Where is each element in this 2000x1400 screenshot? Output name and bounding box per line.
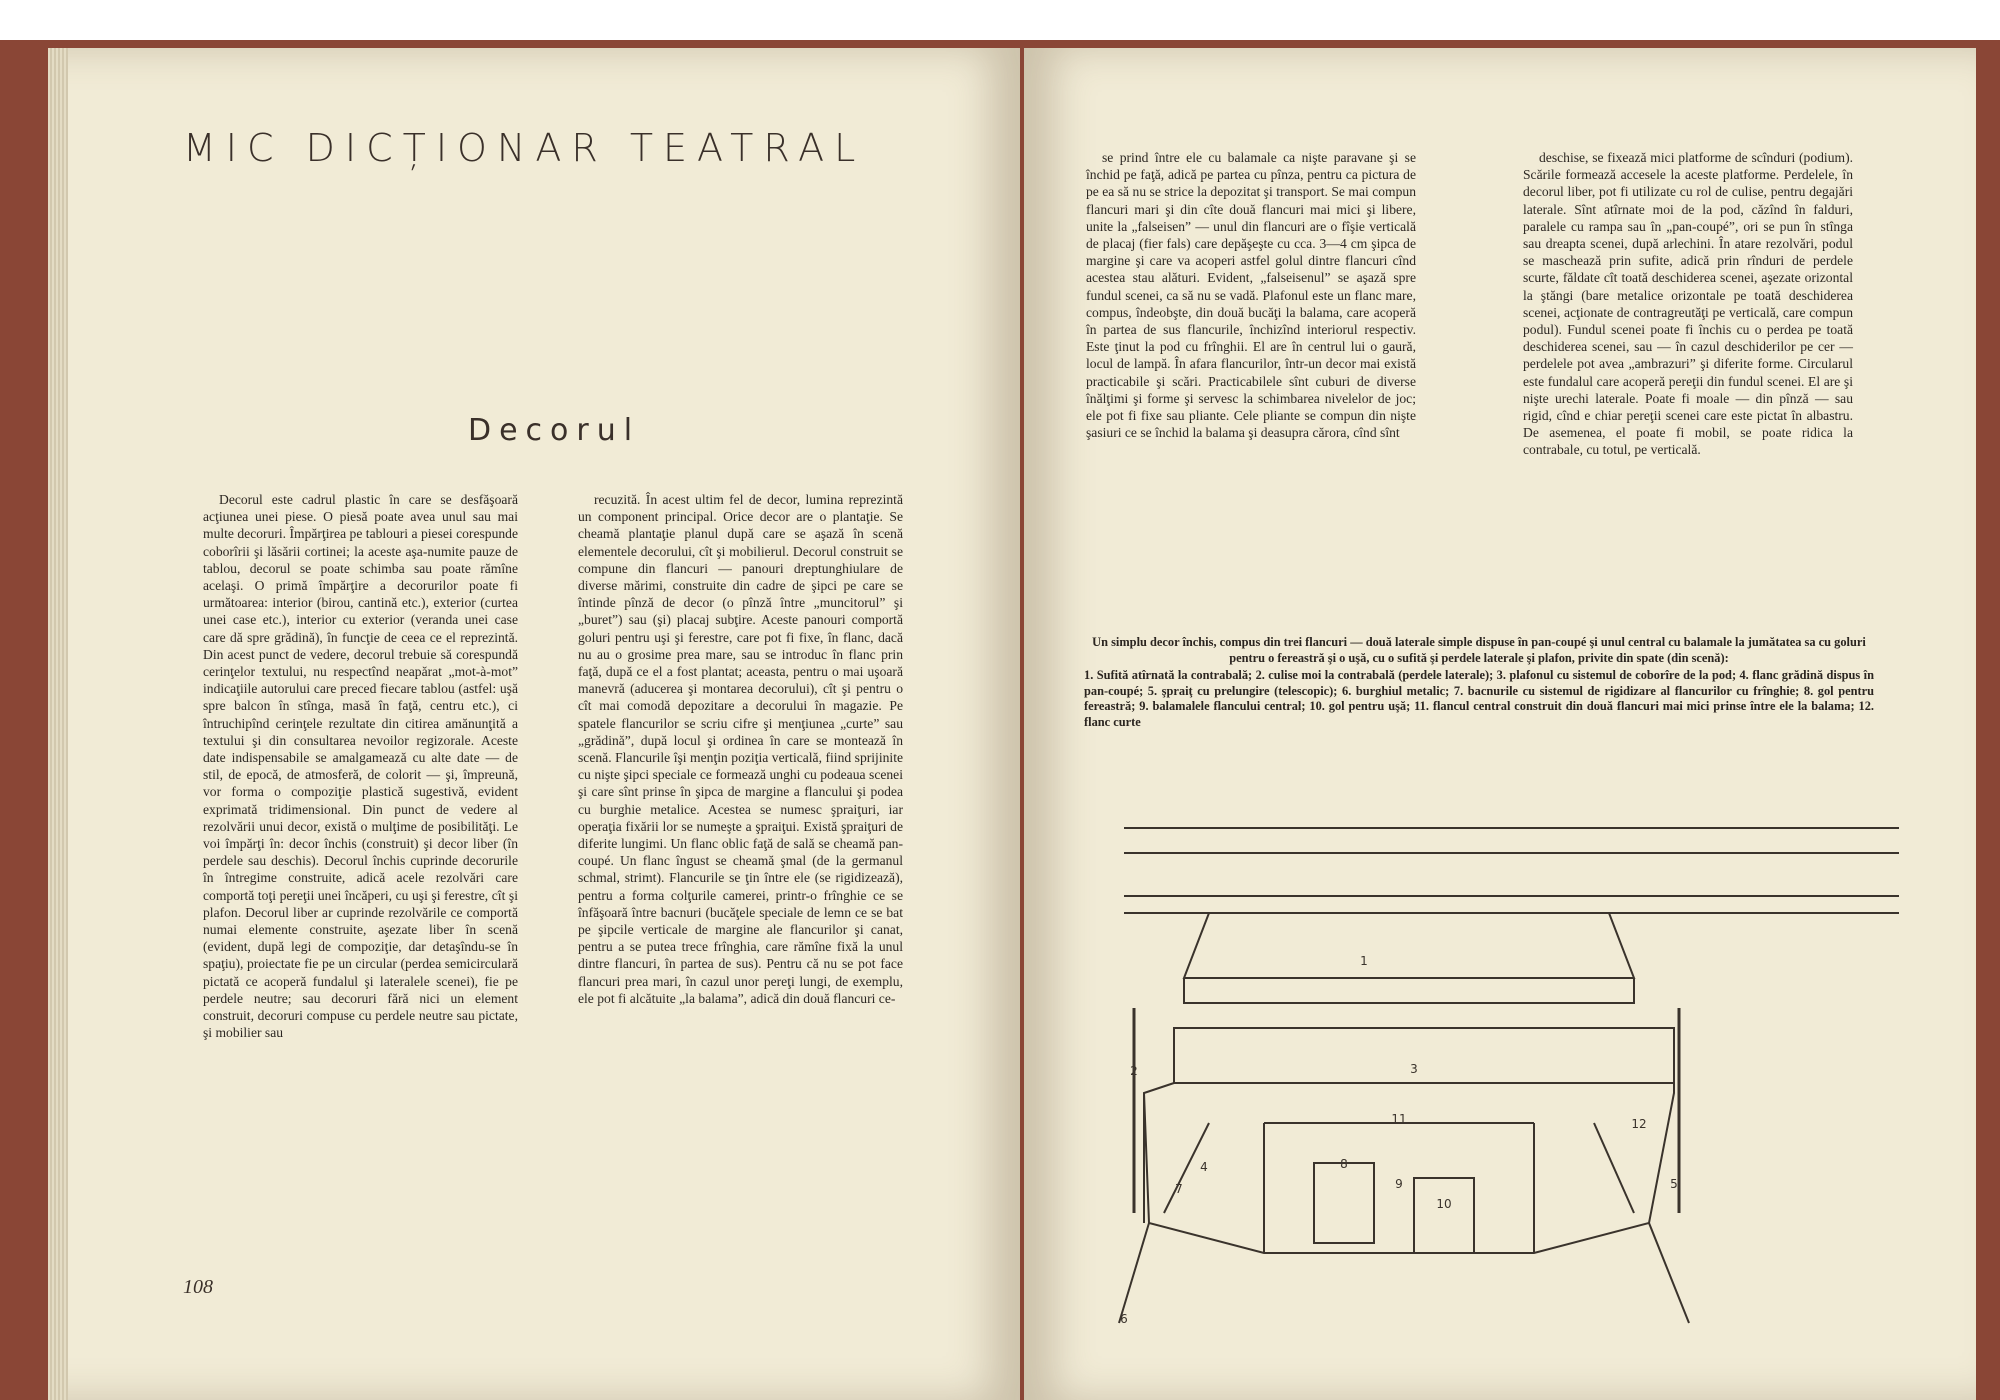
left-page [48, 48, 1020, 1400]
left-column-2 [578, 491, 903, 1311]
drawing-label-4: 4 [1200, 1160, 1208, 1174]
page-edge [48, 48, 68, 1400]
paragraph: recuzită. În acest ultim fel de decor, lumina reprezintă un component principal. Orice decor are o plantaţie. Se cheamă plantaţie planul după care se aşază în scenă elementele decorului, cît şi mobilierul. Decorul construit se compune din flancuri — panouri dreptunghiulare de diverse mărimi, construite din cadre de şipci pe care se întinde pînză de decor (o pînză între „muncitorul” şi „buret”) sau (şi) placaj subţire. Aceste panouri comportă goluri pentru uşi şi ferestre, care pot fi fixe, în flanc, dacă nu au o grosime prea mare, sau se introduc în flanc prin faţă, după ce el a fost plantat; aceasta, pentru o mai uşoară manevră (aducerea şi montarea decorului), cît şi pentru o cît mai comodă depozitare a decorului în magazie. Pe spatele flancurilor se scriu cifre şi menţiunea „curte” sau „grădină”, după locul şi ordinea în care se montează în scenă. Flancurile îşi menţin poziţia verticală, fiind sprijinite cu nişte şipci speciale ce formează unghi cu podeaua scenei şi care sînt prinse în şipca de margine a flancului şi podea cu burghie metalice. Acestea se numesc şpraiţuri, iar operaţia fixării lor se numeşte a şpraiţui. Există şpraiţuri de diferite lungimi. Un flanc oblic faţă de sală se cheamă pan-coupé. Un flanc îngust se cheamă şmal (de la germanul schmal, strimt). Flancurile se ţin între ele (se rigidizează), pentru a forma colţurile camerei, printr-o frînghie ce se înfăşoară între bacnuri (bucăţele speciale de lemn ce se bat pe şipcile verticale de margine ale flancurilor şi canat, pentru a se putea trece frînghia, care rămîne fixă la unul dintre flancuri, în partea de sus). Pentru că nu se pot face flancuri prea mari, în cazul unor pereţi lungi, de exemplu, ele pot fi alcătuite „la balama”, adică din două flancuri ce- [578, 492, 903, 1006]
drawing-label-11: 11 [1391, 1112, 1407, 1126]
paragraph: deschise, se fixează mici platforme de scînduri (podium). Scările formează accesele la aceste platforme. Perdelele, în decorul liber, pot fi utilizate cu rol de culise, pentru degajări laterale. Sînt atîrnate moi de la pod, căzînd în falduri, paralele cu rampa sau în „pan-coupé”, ori se pun în stînga sau dreapta scenei, după arlechini. În atare rezolvări, podul se maschează prin sufite, adică prin rînduri de perdele scurte, făldate cît toată deschiderea scenei, aşezate orizontal la ştăngi (bare metalice orizontale pe toată deschiderea scenei, acţionate de contragreutăţi pe verticală, care compun podul). Fundul scenei poate fi închis cu o perdea pe toată deschiderea scenei, sau — în cazul deschiderilor pe cer — perdelele pot avea „ambrazuri” şi diferite forme. Circularul este fundalul care acoperă pereţii din fundul scenei. El are şi nişte urechi laterale. Poate fi moale — din pînză — sau rigid, cînd e chiar pereţii scenei care este pictat în albastru. De asemenea, el poate fi mobil, se poate ridica la contrabale, cu totul, pe verticală. [1523, 150, 1853, 458]
drawing-label-2: 2 [1130, 1064, 1138, 1078]
stage-set-drawing [1114, 793, 1904, 1333]
section-title: Decorul [468, 413, 641, 448]
drawing-label-6: 6 [1120, 1312, 1128, 1326]
right-column-1 [1086, 149, 1416, 629]
paragraph: Decorul este cadrul plastic în care se desfăşoară acţiunea unei piese. O piesă poate avea unul sau mai multe decoruri. Împărţirea pe tablouri a piesei corespunde coborîrii şi lăsării cortinei; la aceste aşa-numite pauze de tablou, decorul se poate schimba sau poate rămîne acelaşi. O primă împărţire a decorurilor poate fi următoarea: interior (birou, cantină etc.), exterior (curtea unei case etc.), interior cu exterior (veranda unei case care dă spre grădină), în funcţie de ceea ce el reprezintă. Din acest punct de vedere, decorul trebuie să corespundă cerinţelor textului, nu respectînd neapărat „mot-à-mot” indicaţiile autorului care preced fiecare tablou (astfel: uşă spre balcon în stînga, masă în faţă, centru etc.), ci întruchipînd cerinţele rezultate din citirea amănunţită a textului şi din consultarea nevoilor regizorale. Aceste date indispensabile se amalgamează cu alte date — de stil, de epocă, de atmosferă, de colorit — şi, împreună, vor forma o compoziţie plastică sugestivă, evident exprimată tridimensional. Din punct de vedere al rezolvării unui decor, există o mulţime de posibilităţi. Le voi împărţi în: decor închis (construit) şi decor liber (în perdele sau deschis). Decorul închis cuprinde decorurile în întregime construite, adică acele rezolvări care comportă toţi pereţii unei încăperi, cu uşi şi ferestre, cît şi plafon. Decorul liber ar cuprinde rezolvările ce comportă numai elemente construite, aşezate liber în scenă (evident, după legi de compoziţie, dar detaşîndu-se în spaţiu), proiectate fie pe un circular (perdea semicirculară pictată ce acoperă fundalul şi lateralele scenei), fie pe perdele neutre; sau decoruri fără nici un element construit, decoruri compuse cu perdele neutre sau pictate, şi mobilier sau [203, 492, 518, 1041]
drawing-label-10: 10 [1436, 1197, 1452, 1211]
drawing-label-5: 5 [1670, 1177, 1678, 1191]
right-column-2 [1523, 149, 1853, 629]
page-number: 108 [183, 1276, 213, 1298]
figure-caption [1084, 635, 1874, 730]
drawing-label-12: 12 [1631, 1117, 1647, 1131]
drawing-label-8: 8 [1340, 1157, 1348, 1171]
caption-title: Un simplu decor închis, compus din trei flancuri — două laterale simple dispuse în pan-coupé şi unul central cu balamale la jumătatea sa cu goluri pentru o fereastră şi o uşă, cu o sufită şi perdele laterale şi plafon, privite din spate (din scenă): [1092, 635, 1866, 665]
dictionary-title: MIC DICȚIONAR TEATRAL [183, 126, 866, 170]
right-page [1024, 48, 1976, 1400]
paragraph: se prind între ele cu balamale ca nişte paravane şi se închid pe faţă, adică pe partea cu pînza, pentru ca pictura de pe ea să nu se strice la depozitat şi transport. Se mai compun flancuri mari şi din cîte două flancuri mai mici şi libere, unite la „falseisen” — unul din flancuri are o fîşie verticală de placaj (fier fals) care depăşeşte cu cca. 3—4 cm şipca de margine şi care va acoperi astfel golul dintre flancuri cînd acestea stau alături. Evident, „falseisenul” se aşază spre fundul scenei, ca să nu se vadă. Plafonul este un flanc mare, compus, îndeobşte, din două bucăţi la balama, care acoperă în partea de sus flancurile, închizînd interiorul respectiv. Este ţinut la pod cu frînghii. El are în centrul lui o gaură, locul de lampă. În afara flancurilor, într-un decor mai există practicabile şi scări. Practicabilele sînt cuburi de diverse înălţimi şi forme şi servesc la schimbarea nivelelor de joc; ele pot fi fixe sau pliante. Cele pliante se compun din nişte şasiuri ce se închid la balama şi deasupra cărora, cînd sînt [1086, 150, 1416, 441]
caption-legend: 1. Sufită atîrnată la contrabală; 2. culise moi la contrabală (perdele laterale); 3. plafonul cu sistemul de coborîre de la pod; 4. flanc grădină dispus în pan-coupé; 5. şpraiţ cu prelungire (telescopic); 6. burghiul metalic; 7. bacnurile cu sistemul de rigidizare al flancurilor cu frînghie; 8. gol pentru fereastră; 9. balamalele flancului central; 10. gol pentru uşă; 11. flancul central construit din două flancuri mai mici prinse între ele la balama; 12. flanc curte [1084, 668, 1874, 729]
drawing-label-1: 1 [1360, 954, 1368, 968]
drawing-label-7: 7 [1175, 1182, 1183, 1196]
left-column-1 [203, 491, 518, 1311]
drawing-label-9: 9 [1395, 1177, 1403, 1191]
drawing-label-3: 3 [1410, 1062, 1418, 1076]
